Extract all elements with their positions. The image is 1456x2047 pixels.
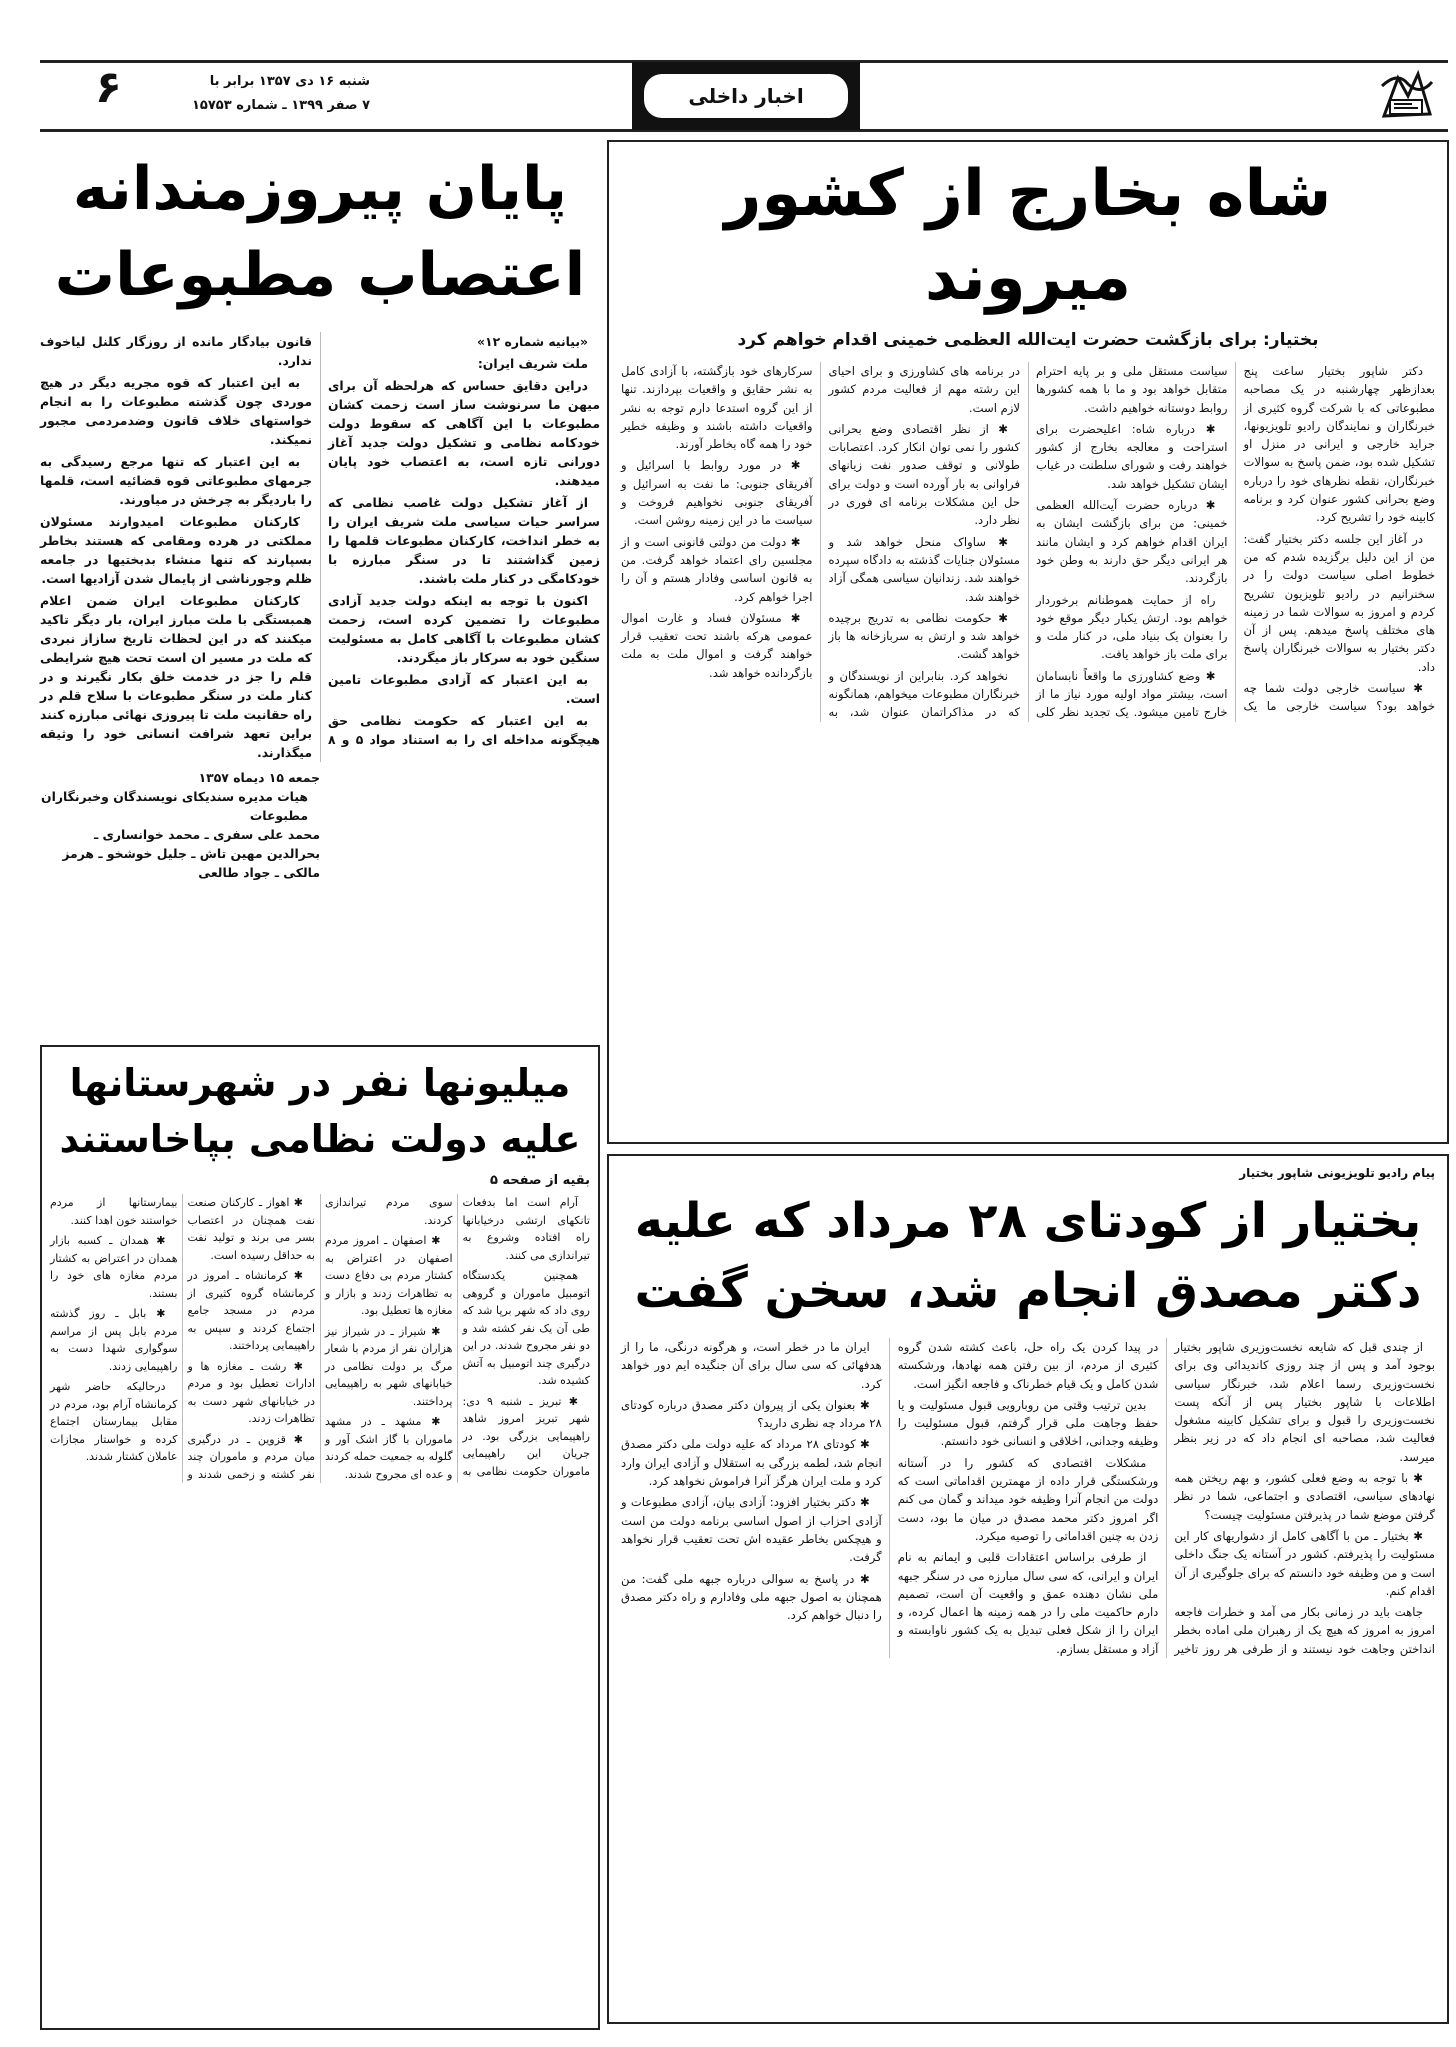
paragraph: کارکنان مطبوعات ایران ضمن اعلام همبستگی با ملت مبارز ایران، بار دیگر تاکید میکنند که در این لحظات تاریخ سازاز نبردی که ملت در مسیر ان است تحت هیچ شرایطی قلم را جز در خدمت خلق بکار نگیرند و در کنار ملت در سنگر مطبوعات با سلاح قلم در راه حقانیت ملت تا پیروزی نهائی مبارزه کنند براین تعهد شرافت انسانی خود را وثیقه میگذارند. <box>40 593 312 760</box>
paragraph: ✱ در پاسخ به سوالی درباره جبهه ملی گفت: من همچنان به اصول جبهه ملی وفادارم و راه دکتر مصدق را دنبال خواهم کرد. <box>621 1571 882 1623</box>
paragraph: نخواهد کرد. بنابراین از نویسندگان و خبرنگاران مطبوعات میخواهم، همانگونه که در مذاکراتمان عنوان شد، به سرکارهای خود بازگشته، با آزادی کامل به نشر حقایق و واقعیات بپردازند. تنها از این گروه استدعا دارم توجه به نشر واقعیات داشته باشند و وظیفه خطیر خود را همه گاه بخاطر آورند. <box>621 364 1020 720</box>
paragraph: ✱ کرمانشاه ـ امروز در کرمانشاه گروه کثیری از مردم در مسجد جامع اجتماع کردند و سپس به راهپیمایی پرداختند. <box>187 1269 315 1352</box>
paragraph: به این اعتبار که تنها مرجع رسیدگی به جرمهای مطبوعاتی قوه قضائیه است، قلمها را باردیگر به چرخش در میاورند. <box>40 454 312 507</box>
paragraph: ✱ وضع کشاورزی ما واقعاً نابسامان است، بیشتر مواد اولیه مورد نیاز ما از خارج تامین میشود. یک تجدید نظر کلی در برنامه های کشاورزی و برای احیای این رشته مهم از فعالیت مردم کشور لازم است. <box>828 364 1228 720</box>
headline-line-1: پایان پیروزمندانه <box>72 154 568 224</box>
article-bakhtiar-coup <box>607 1154 1449 2024</box>
paragraph: ✱ بعنوان یکی از پیروان دکتر مصدق درباره کودتای ۲۸ مرداد چه نظری دارید؟ <box>621 1397 882 1431</box>
statement-date: جمعه ۱۵ دیماه ۱۳۵۷ <box>198 770 320 785</box>
paragraph: کارکنان مطبوعات امیدوارند مسئولان مملکتی در هرده ومقامی که هستند بخاطر بسپارند که تنها منشاء بدبختیها در جامعه ظلم وجورناشی از پایمال شدن آزادیها است. <box>40 514 312 586</box>
article-body <box>621 362 1435 722</box>
paragraph: دکتر شاپور بختیار ساعت پنج بعدازظهر چهارشنبه در یک مصاحبه مطبوعاتی که با شرکت گروه کثیری از خبرنگاران و نمایندگان رادیو تلویزیونها، جراید خارجی و ایرانی در منزل او تشکیل شده بود، ضمن پاسخ به سوالات خبرنگاران، نقطه نظرهای خود را درباره وضع بحرانی کشور عنوان کرد و برنامه کابینه خود را تشریح کرد. <box>1243 364 1435 525</box>
paragraph: ✱ رشت ـ مغازه ها و ادارات تعطیل بود و مردم در خیابانهای شهر دست به تظاهرات زدند. <box>187 1359 315 1425</box>
paragraph: ✱ قزوین ـ در درگیری میان مردم و ماموران چند نفر کشته و زخمی شدند و بیمارستانها از مردم خواستند خون اهدا کنند. <box>50 1196 315 1481</box>
paragraph: راه از حمایت هموطنانم برخوردار خواهم بود. ارتش یکبار دیگر موقع خود را بعنوان یک بنیاد ملی، در کنار ملت و برای ملت باز خواهد یافت. <box>1036 592 1228 662</box>
statement-signature <box>40 768 600 882</box>
date-line-2: ۷ صفر ۱۳۹۹ ـ شماره ۱۵۷۵۳ <box>192 98 370 113</box>
paragraph: ✱ دولت من دولتی قانونی است و از مجلسین رای اعتماد خواهد گرفت. من به قانون اساسی وفادار هستم و آن را اجرا خواهم کرد. <box>621 534 813 604</box>
article-body <box>50 1194 590 1483</box>
article-protests <box>40 1045 600 2030</box>
paragraph: ✱ مشهد ـ در مشهد ماموران با گاز اشک آور و گلوله به جمعیت حمله کردند و عده ای مجروح شدند. <box>325 1415 453 1481</box>
paragraph: بدین ترتیب وقتی من روبارویی قبول مسئولیت و یا حفظ وجاهت ملی قرار گرفتم، قبول مسئولیت را وظیفه وجدانی، اخلاقی و انسانی خود دانستم. <box>897 1397 1159 1449</box>
right-column <box>607 140 1449 2024</box>
paragraph: ✱ اهواز ـ کارکنان صنعت نفت همچنان در اعتصاب بسر می برند و تولید نفت به حداقل رسیده است. <box>187 1196 315 1262</box>
paragraph: همچنین یکدستگاه اتومبیل ماموران و گروهی روی داد که شهر برپا شد که طی آن یک نفر کشته شد و دو نفر مجروح شدند. در این درگیری چند اتومبیل به آتش کشیده شد. <box>462 1269 590 1387</box>
paragraph: از طرفی براساس اعتقادات قلبی و ایمانم به نام ایران و ایرانی، که سی سال مبارزه می در سنگر جبهه ملی نشان دهنده عمق و واقعیت آن است، تصمیم دارم حاکمیت ملی را در همه زمینه ها اعمال کرده، و ایران را از شکل فعلی تبدیل به یک کشور ناوابسته و آزاد و مستقل بسازم. <box>897 1550 1159 1656</box>
page-number: ۶ <box>95 62 122 113</box>
headline-line-2: اعتصاب مطبوعات <box>54 240 586 310</box>
paragraph: ✱ سیاست خارجی دولت شما چه خواهد بود؟ سیاست خارجی ما یک سیاست مستقل ملی و بر پایه احترام متقابل خواهد بود و ما با همه کشورها روابط دوستانه خواهیم داشت. <box>1036 364 1435 714</box>
continued-from: بقیه از صفحه ۵ <box>489 1173 590 1188</box>
paragraph: در آغاز این جلسه دکتر بختیار گفت: من از این دلیل برگزیده شدم که من خطوط اصلی سیاست دولت را در سخنرانیم در رادیو تلویزیون تشریح کردم و امروز به سوالات شما در زمینه های مختلف پاسخ میدهم. پس از آن دکتر بختیار به سوالات خبرنگاران پاسخ داد. <box>1243 531 1435 674</box>
issue-date <box>170 70 370 118</box>
paragraph: به این اعتبار که قوه مجریه دیگر در هیچ موردی چون گذشته مطبوعات را به انجام خواستهای خلاف قانون وضدمردمی مجبور نمیکند. <box>40 375 312 447</box>
paragraph: ✱ در مورد روابط با اسرائیل و آفریقای جنوبی: ما نفت به اسرائیل و آفریقای جنوبی نخواهیم فروخت و سیاست ما در این زمینه روشن است. <box>621 458 813 528</box>
paragraph: ✱ دکتر بختیار افزود: آزادی بیان، آزادی مطبوعات و آزادی احزاب از اصول اساسی برنامه دولت من است و هیچکس بخاطر عقیده اش تحت تعقیب قرار نخواهد گرفت. <box>621 1495 882 1565</box>
paragraph: ✱ ساواک منحل خواهد شد و مسئولان جنایات گذشته به دادگاه سپرده خواهند شد. زندانیان سیاسی همگی آزاد خواهند شد. <box>828 534 1020 604</box>
paragraph: اکنون با توجه به اینکه دولت جدید آزادی مطبوعات را تضمین کرده است، زحمت کشان مطبوعات با آگاهی کامل به مسئولیت سنگین خود به سرکار باز میگردند. <box>328 593 600 665</box>
section-label-box <box>632 62 860 130</box>
paragraph: ✱ شیراز ـ در شیراز نیز هزاران نفر از مردم با شعار مرگ بر دولت نظامی در خیابانهای شهر به راهپیمایی پرداختند. <box>325 1324 453 1408</box>
paragraph: ✱ کودتای ۲۸ مرداد که علیه دولت ملی دکتر مصدق انجام شد، لطمه بزرگی به استقلال و آزادی ایران وارد کرد و ملت ایران هرگز آنرا فراموش نخواهد کرد. <box>621 1437 882 1489</box>
headline-line-2: دکتر مصدق انجام شد، سخن گفت <box>634 1263 1422 1319</box>
paragraph: «بیانیه شماره ۱۲» <box>477 334 588 349</box>
article-shah-leaves <box>607 140 1449 1144</box>
signatory: هیات مدیره سندیکای نویسندگان وخبرنگاران مطبوعات <box>41 789 308 823</box>
section-label: اخبار داخلی <box>644 74 848 118</box>
paragraph: ✱ درباره شاه: اعلیحضرت برای استراحت و معالجه بخارج از کشور خواهند رفت و شورای سلطنت در غیاب ایشان تشکیل خواهد شد. <box>1036 421 1228 491</box>
headline-line-1: میلیونها نفر در شهرستانها <box>69 1061 571 1105</box>
paragraph: ✱ از نظر اقتصادی وضع بحرانی کشور را نمی توان انکار کرد. اعتصابات طولانی و توقف صدور نفت زیانهای فراوانی به بار آورده است و دولت برای حل این مشکلات برنامه ای فوری در نظر دارد. <box>828 421 1020 528</box>
paragraph: ✱ حکومت نظامی به تدریج برچیده خواهد شد و ارتش به سربازخانه ها باز خواهد گشت. <box>828 610 1020 662</box>
headline: شاه بخارج از کشور میروند <box>724 157 1332 315</box>
paragraph: دراین دقایق حساس که هرلحظه آن برای میهن ما سرنوشت ساز است زحمت کشان مطبوعات با این آگاهی که سقوط دولت خودکامه نظامی و تشکیل دولت جدید آغاز دورانی تازه است، به اعتصاب خود پایان میدهند. <box>328 378 600 488</box>
left-column <box>40 140 600 2030</box>
paragraph: ایران ما در خطر است، و هرگونه درنگی، ما را از هدفهائی که سی سال برای آن جنگیده ایم دور خواهد کرد. <box>621 1340 882 1391</box>
paragraph: ✱ اصفهان ـ امروز مردم اصفهان در اعتراض به کشتار مردم بی دفاع دست به تظاهرات زدند و بازار و مغازه ها تعطیل بود. <box>325 1234 453 1317</box>
paragraph: از آغاز تشکیل دولت غاصب نظامی که سراسر حیات سیاسی ملت شریف ایران را به خطر انداخت، کارکنان مطبوعات قلمها را زمین گذاشتند تا در سنگر مبارزه با خودکامگی در کنار ملت باشند. <box>328 495 600 586</box>
article-press-strike <box>40 140 600 1035</box>
paragraph: ✱ مسئولان فساد و غارت اموال عمومی هرکه باشند تحت تعقیب قرار خواهند گرفت و اموال ملت به ملت بازگردانده خواهد شد. <box>621 610 813 680</box>
paragraph: ✱ تبریز ـ شنبه ۹ دی: شهر تبریز امروز شاهد راهپیمایی بزرگی بود. در جریان این راهپیمایی ماموران حکومت نظامی به سوی مردم تیراندازی کردند. <box>325 1196 590 1478</box>
headline-line-1: بختیار از کودتای ۲۸ مرداد که علیه <box>634 1193 1422 1249</box>
subheadline: بختیار: برای بازگشت حضرت ایت‌الله العظمی خمینی اقدام خواهم کرد <box>737 330 1319 350</box>
headline-line-2: علیه دولت نظامی بپاخاستند <box>59 1117 581 1161</box>
kicker: پیام رادیو تلویزیونی شاپور بختیار <box>1239 1166 1435 1180</box>
paragraph: آرام است اما بدفعات تانکهای ارتشی درخیابانها راه افتاده وشروع به تیراندازی می کنند. <box>462 1196 590 1262</box>
paragraph: جاهت باید در زمانی بکار می آمد و خطرات فاجعه امروز به امروز که هیچ یک از رهبران ملی اماده بخطر انداختن وجاهت خود نیستند و از طرفی هر روز تاخیر در پیدا کردن یک راه حل، باعث کشته شدن گروه کثیری از مردم، از بین رفتن همه نهادها، ورشکسته شدن کامل و یک قیام خطرناک و فاجعه انگیز است. <box>897 1340 1435 1656</box>
paragraph: ✱ بابل ـ روز گذشته مردم بابل پس از مراسم سوگواری شهدا دست به راهپیمایی زدند. <box>50 1307 178 1373</box>
paragraph: ✱ همدان ـ کسبه بازار همدان در اعتراض به کشتار مردم مغازه های خود را بستند. <box>50 1234 178 1300</box>
signatory-names: محمد علی سفری ـ محمد خوانساری ـ بحرالدین مهین تاش ـ جلیل خوشخو ـ هرمز مالکی ـ جواد طالعی <box>62 827 320 880</box>
paragraph: ✱ درباره حضرت آیت‌الله العظمی خمینی: من برای بازگشت ایشان به ایران اقدام خواهم کرد و ایشان مانند هر ایرانی دیگر حق دارند به وطن خود بازگردند. <box>1036 498 1228 586</box>
paragraph: ✱ بختیار ـ من با آگاهی کامل از دشواریهای کار این مسئولیت را پذیرفتم. کشور در آستانه یک جنگ داخلی است و من وظیفه خود دانستم که برای جلوگیری از آن اقدام کنم. <box>1174 1528 1435 1598</box>
article-body <box>621 1338 1435 1658</box>
newspaper-logo-icon <box>1378 66 1436 126</box>
signature-block <box>40 768 320 882</box>
paragraph: ملت شریف ایران: <box>477 356 588 371</box>
paragraph: از چندی قبل که شایعه نخست‌وزیری شاپور بختیار بوجود آمد و پس از چند روزی کاندیدائی وی برای نخست‌وزیری رسما اعلام شد، خبرنگار سیاسی اطلاعات با شاپور بختیار پس از آنکه پست نخست‌وزیری را قبول و برای تشکیل کابینه مشغول فعالیت شد، مصاحبه ای انجام داد که در زیر بنظر میرسد. <box>1174 1340 1435 1464</box>
paragraph: مشکلات اقتصادی که کشور را در آستانه ورشکستگی قرار داده از مهمترین اقداماتی است که دولت من انجام آنرا وظیفه خود میداند و گمان می کنم اگر امروز دکتر محمد مصدق در میان ما بود، دست زدن به چنین اقداماتی را توصیه میکرد. <box>897 1455 1159 1543</box>
paragraph: به این اعتبار که حکومت نظامی حق هیچگونه مداخله ای را به استناد مواد ۵ و ۸ قانون بیادگار مانده از روزگار کلنل لیاخوف ندارد. <box>40 334 600 747</box>
date-line-1: شنبه ۱۶ دی ۱۳۵۷ برابر با <box>209 74 370 89</box>
article-body <box>40 332 600 762</box>
paragraph: ✱ با توجه به وضع فعلی کشور، و بهم ریختن همه نهادهای سیاسی، اقتصادی و اجتماعی، شما در نظر گرفتن موضع شما در پذیرفتن مسئولیت چیست؟ <box>1174 1471 1435 1522</box>
paragraph: درحالیکه حاضر شهر کرمانشاه آرام بود، مردم در مقابل بیمارستان اجتماع کرده و خواستار مجازات عاملان کشتار شدند. <box>50 1380 178 1463</box>
paragraph: به این اعتبار که آزادی مطبوعات تامین است. <box>328 672 600 706</box>
